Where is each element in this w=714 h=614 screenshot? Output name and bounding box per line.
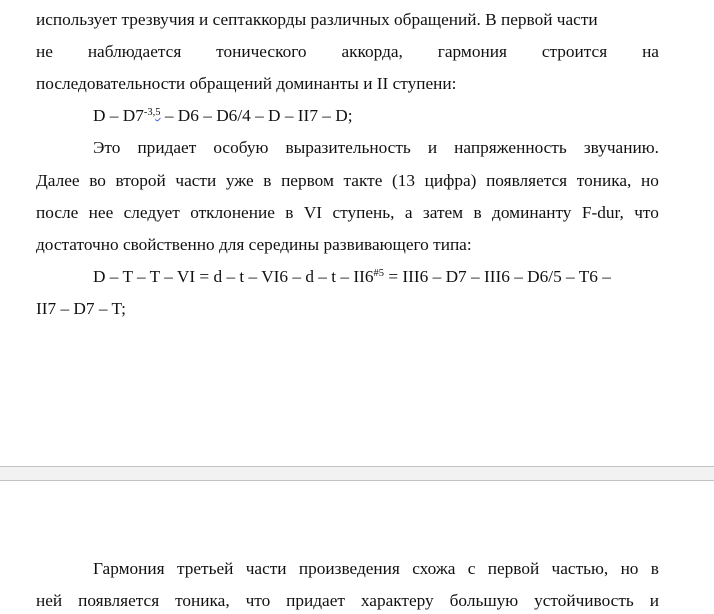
word: в: [263, 171, 272, 190]
word: первой: [487, 559, 540, 578]
word: не: [36, 42, 53, 61]
word: в: [285, 203, 294, 222]
word: гармония: [437, 42, 507, 61]
formula-text: – D6 – D6/4 – D – II7 – D;: [160, 106, 353, 125]
word: напряженность: [454, 138, 567, 157]
word: схожа: [412, 559, 456, 578]
word: третьей: [176, 559, 234, 578]
word: с: [467, 559, 476, 578]
text-line: использует трезвучия и септаккорды различных обращений. В первой части: [36, 10, 598, 29]
word: отклонение: [190, 203, 275, 222]
word: части: [175, 171, 217, 190]
word: что: [245, 591, 271, 610]
word: аккорда,: [341, 42, 403, 61]
word: особую: [213, 138, 269, 157]
word: большую: [449, 591, 519, 610]
word: произведения: [298, 559, 400, 578]
word: Гармония: [93, 559, 165, 578]
word: уже: [225, 171, 254, 190]
page-break-gap: [0, 466, 714, 481]
word: в: [473, 203, 482, 222]
word: тоника,: [576, 171, 632, 190]
word: (13: [392, 171, 416, 190]
word: нее: [88, 203, 114, 222]
word: Это: [93, 138, 121, 157]
word: затем: [422, 203, 464, 222]
word: и: [649, 591, 659, 610]
word: звучанию.: [583, 138, 659, 157]
word: доминанту: [492, 203, 572, 222]
word: но: [640, 171, 659, 190]
formula-text: D – D7: [93, 106, 144, 125]
word: появляется: [486, 171, 568, 190]
word: такте: [343, 171, 383, 190]
formula-line: [93, 267, 659, 290]
text-line: последовательности обращений доминанты и II ступени:: [36, 74, 457, 93]
justified-text-line: [36, 591, 659, 611]
word: во: [89, 171, 106, 190]
word: частью,: [551, 559, 609, 578]
word: и: [427, 138, 438, 157]
word: после: [36, 203, 79, 222]
justified-text-line: [36, 42, 659, 62]
document-page-2: [0, 482, 714, 614]
word: тоника,: [175, 591, 230, 610]
word: но: [620, 559, 639, 578]
word: выразительность: [285, 138, 411, 157]
formula-line: [93, 106, 659, 129]
word: F-dur,: [581, 203, 624, 222]
word: ступень,: [332, 203, 395, 222]
word: характеру: [360, 591, 434, 610]
word: VI: [303, 203, 323, 222]
word: строится: [541, 42, 608, 61]
word: тонического: [216, 42, 307, 61]
word: наблюдается: [87, 42, 182, 61]
word: устойчивость: [534, 591, 634, 610]
word: части: [245, 559, 287, 578]
justified-text-line: [93, 559, 659, 579]
justified-text-line: [36, 203, 659, 223]
superscript: #5: [373, 268, 384, 279]
superscript-text: -3,: [143, 107, 156, 118]
word: второй: [115, 171, 166, 190]
word: Далее: [36, 171, 80, 190]
word: цифра): [424, 171, 477, 190]
spellcheck-squiggle[interactable]: 5: [155, 107, 161, 118]
word: на: [642, 42, 659, 61]
superscript: [144, 107, 161, 118]
formula-continuation: II7 – D7 – T;: [36, 299, 126, 318]
justified-text-line: [36, 171, 659, 191]
word: в: [650, 559, 659, 578]
word: появляется: [78, 591, 160, 610]
word: следует: [123, 203, 180, 222]
text-line: достаточно свойственно для середины развивающего типа:: [36, 235, 472, 254]
word: придает: [137, 138, 197, 157]
word: первом: [281, 171, 334, 190]
word: что: [634, 203, 659, 222]
justified-text-line: [93, 138, 659, 158]
word: ней: [36, 591, 63, 610]
formula-text: D – T – T – VI = d – t – VI6 – d – t – II6: [93, 267, 374, 286]
word: а: [404, 203, 413, 222]
word: придает: [286, 591, 345, 610]
formula-text: = III6 – D7 – III6 – D6/5 – T6 –: [384, 267, 611, 286]
